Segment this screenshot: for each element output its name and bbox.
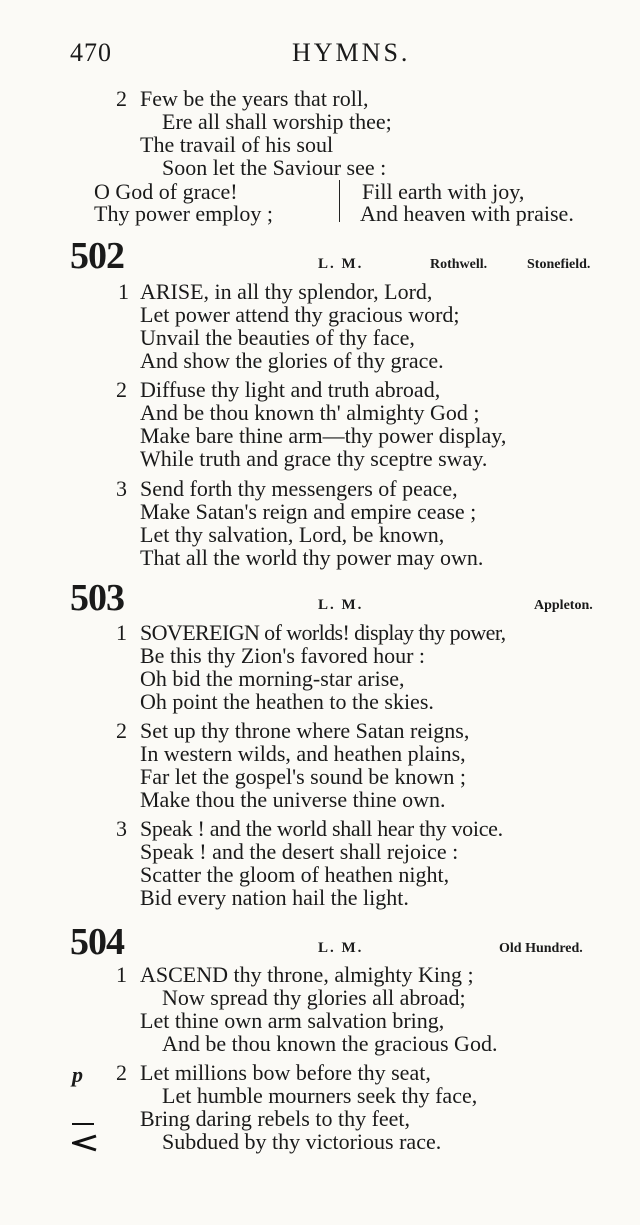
verse-line: Oh point the heathen to the skies. [140, 689, 434, 714]
verse-line: Few be the years that roll, [140, 86, 369, 111]
verse-line: Make thou the universe thine own. [140, 787, 446, 812]
chorus-divider [339, 180, 340, 222]
verse-line: Soon let the Saviour see : [162, 155, 387, 180]
verse-line: Let thine own arm salvation bring, [140, 1008, 445, 1033]
chorus-right-line: And heaven with praise. [360, 201, 574, 226]
verse-number: 3 [116, 476, 127, 501]
verse-line: Diffuse thy light and truth abroad, [140, 377, 441, 402]
hymn-number: 504 [70, 921, 124, 963]
page-number: 470 [70, 38, 112, 67]
verse-line: Let thy salvation, Lord, be known, [140, 522, 445, 547]
tune-name: Stonefield. [527, 257, 591, 272]
hymn-meter: L. M. [318, 256, 364, 272]
verse-number: 2 [116, 718, 127, 743]
verse-line: Far let the gospel's sound be known ; [140, 764, 466, 789]
verse-line: The travail of his soul [140, 132, 334, 157]
verse-line: ARISE, in all thy splendor, Lord, [140, 279, 433, 304]
hymn-number: 502 [70, 235, 124, 277]
verse-line: Let millions bow before thy seat, [140, 1060, 431, 1085]
chorus-left-line: Thy power employ ; [94, 201, 274, 226]
tune-name: Appleton. [534, 598, 593, 613]
verse-number: 1 [116, 962, 127, 987]
hymn-meter: L. M. [318, 597, 364, 613]
verse-line: Send forth thy messengers of peace, [140, 476, 458, 501]
verse-line: Now spread thy glories all abroad; [162, 985, 466, 1010]
verse-line: And show the glories of thy grace. [140, 348, 444, 373]
verse-line: That all the world thy power may own. [140, 545, 484, 570]
verse-line: Scatter the gloom of heathen night, [140, 862, 450, 887]
verse-line: Ere all shall worship thee; [162, 109, 392, 134]
verse-line: ASCEND thy throne, almighty King ; [140, 962, 474, 987]
verse-line: Unvail the beauties of thy face, [140, 325, 415, 350]
verse-line: Oh bid the morning-star arise, [140, 666, 405, 691]
verse-line: Bring daring rebels to thy feet, [140, 1106, 411, 1131]
verse-line: And be thou known th' almighty God ; [140, 400, 480, 425]
decrescendo-icon [72, 1134, 98, 1152]
verse-line: And be thou known the gracious God. [162, 1031, 498, 1056]
tune-name: Rothwell. [430, 257, 488, 272]
chorus-right-line: Fill earth with joy, [362, 179, 525, 204]
verse-number: 1 [118, 279, 129, 304]
verse-number: 2 [116, 1060, 127, 1085]
verse-line: Bid every nation hail the light. [140, 885, 409, 910]
verse-line: Let power attend thy gracious word; [140, 302, 460, 327]
chorus-left-line: O God of grace! [94, 179, 238, 204]
hymn-meter: L. M. [318, 940, 364, 956]
verse-line: Speak ! and the world shall hear thy voice. [140, 816, 503, 841]
verse-number: 2 [116, 377, 127, 402]
verse-line: Make Satan's reign and empire cease ; [140, 499, 477, 524]
verse-line: While truth and grace thy sceptre sway. [140, 446, 488, 471]
verse-line: SOVEREIGN of worlds! display thy power, [140, 620, 506, 645]
dynamic-mark-piano: p [72, 1062, 83, 1087]
running-head: HYMNS. [292, 38, 411, 67]
page-header [70, 38, 610, 70]
verse-line: Subdued by thy victorious race. [162, 1129, 442, 1154]
verse-line: Make bare thine arm—thy power display, [140, 423, 507, 448]
verse-line: Be this thy Zion's favored hour : [140, 643, 426, 668]
tune-name: Old Hundred. [499, 941, 583, 956]
verse-number: 1 [116, 620, 127, 645]
verse-line: Let humble mourners seek thy face, [162, 1083, 478, 1108]
verse-line: Speak ! and the desert shall rejoice : [140, 839, 459, 864]
dynamic-dash-icon [72, 1120, 96, 1128]
verse-number: 3 [116, 816, 127, 841]
verse-line: In western wilds, and heathen plains, [140, 741, 466, 766]
verse-number: 2 [116, 86, 127, 111]
hymn-number: 503 [70, 577, 124, 619]
verse-line: Set up thy throne where Satan reigns, [140, 718, 470, 743]
